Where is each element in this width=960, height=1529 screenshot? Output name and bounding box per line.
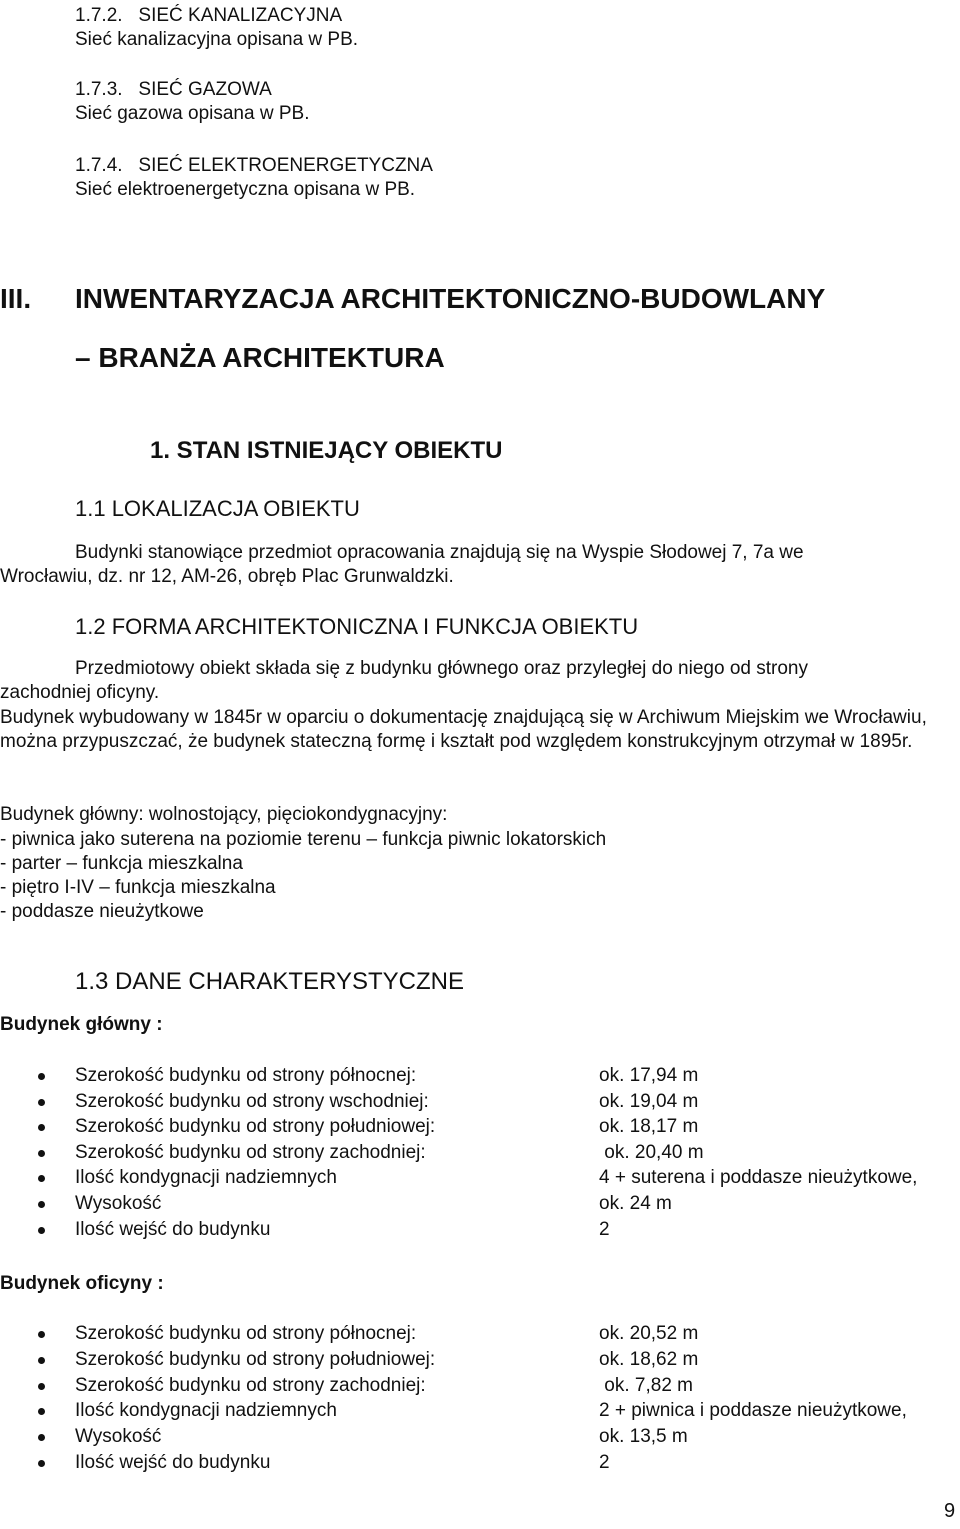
section-1-2-para2: Budynek wybudowany w 1845r w oparciu o dokumentację znajdującą się w Archiwum Miejskim we Wrocławiu, można przypuszczać, że budynek stateczną formę i kształt pod względem konstrukcyjnym otrzymał w 1895r. bbox=[0, 707, 927, 752]
list-item bbox=[0, 1115, 960, 1141]
level-item: - piwnica jako suterena na poziomie terenu – funkcja piwnic lokatorskich bbox=[0, 829, 607, 850]
item-label: Ilość wejść do budynku bbox=[75, 1219, 271, 1240]
section-1-2-para1-line1: Przedmiotowy obiekt składa się z budynku głównego oraz przyległej do niego od strony bbox=[75, 658, 808, 679]
item-value: ok. 19,04 m bbox=[599, 1091, 699, 1112]
list-item bbox=[0, 1090, 960, 1116]
item-label: Ilość kondygnacji nadziemnych bbox=[75, 1400, 337, 1421]
section-1-7-2-heading bbox=[75, 4, 342, 28]
bullet-icon bbox=[38, 1383, 45, 1390]
list-item bbox=[0, 1192, 960, 1218]
section-1-2-para1-line2: zachodniej oficyny. bbox=[0, 682, 160, 703]
item-label: Ilość wejść do budynku bbox=[75, 1452, 271, 1473]
item-label: Szerokość budynku od strony zachodniej: bbox=[75, 1142, 426, 1163]
section-1-1-title: 1.1 LOKALIZACJA OBIEKTU bbox=[75, 496, 360, 521]
bullet-icon bbox=[38, 1408, 45, 1415]
section-1-1-para-line2: Wrocławiu, dz. nr 12, AM-26, obręb Plac Grunwaldzki. bbox=[0, 566, 454, 587]
section-title: SIEĆ KANALIZACYJNA bbox=[138, 5, 343, 26]
chapter-number: III. bbox=[0, 283, 32, 314]
section-1-7-2-text: Sieć kanalizacyjna opisana w PB. bbox=[75, 29, 359, 50]
section-1-7-4-text: Sieć elektroenergetyczna opisana w PB. bbox=[75, 179, 416, 200]
annex-building-label: Budynek oficyny : bbox=[0, 1273, 164, 1294]
bullet-icon bbox=[38, 1331, 45, 1338]
bullet-icon bbox=[38, 1227, 45, 1234]
item-value: ok. 18,62 m bbox=[599, 1349, 699, 1370]
bullet-icon bbox=[38, 1357, 45, 1364]
section-1-2-title: 1.2 FORMA ARCHITEKTONICZNA I FUNKCJA OBIEKTU bbox=[75, 614, 639, 639]
level-item: - piętro I-IV – funkcja mieszkalna bbox=[0, 877, 276, 898]
list-item bbox=[0, 1348, 960, 1374]
bullet-icon bbox=[38, 1434, 45, 1441]
bullet-icon bbox=[38, 1175, 45, 1182]
section-1-7-4-heading bbox=[75, 154, 433, 178]
chapter-title-line1: INWENTARYZACJA ARCHITEKTONICZNO-BUDOWLANY bbox=[75, 283, 826, 314]
chapter-title-line2: – BRANŻA ARCHITEKTURA bbox=[75, 342, 445, 373]
section-number: 1.7.4. bbox=[75, 155, 123, 176]
item-value: ok. 13,5 m bbox=[599, 1426, 688, 1447]
item-value: ok. 20,40 m bbox=[599, 1142, 704, 1163]
item-label: Szerokość budynku od strony północnej: bbox=[75, 1065, 417, 1086]
list-item bbox=[0, 1141, 960, 1167]
level-item: - poddasze nieużytkowe bbox=[0, 901, 204, 922]
item-value: ok. 20,52 m bbox=[599, 1323, 699, 1344]
bullet-icon bbox=[38, 1201, 45, 1208]
bullet-icon bbox=[38, 1073, 45, 1080]
item-value: ok. 17,94 m bbox=[599, 1065, 699, 1086]
item-value: 2 + piwnica i poddasze nieużytkowe, bbox=[599, 1400, 907, 1421]
bullet-icon bbox=[38, 1460, 45, 1467]
item-label: Szerokość budynku od strony północnej: bbox=[75, 1323, 417, 1344]
bullet-icon bbox=[38, 1099, 45, 1106]
main-building-heading: Budynek główny: wolnostojący, pięciokondygnacyjny: bbox=[0, 804, 448, 825]
item-value: ok. 18,17 m bbox=[599, 1116, 699, 1137]
part-1-title: 1. STAN ISTNIEJĄCY OBIEKTU bbox=[150, 437, 503, 464]
item-value: 4 + suterena i poddasze nieużytkowe, bbox=[599, 1167, 918, 1188]
main-building-label: Budynek główny : bbox=[0, 1014, 163, 1035]
item-label: Szerokość budynku od strony wschodniej: bbox=[75, 1091, 429, 1112]
list-item bbox=[0, 1166, 960, 1192]
bullet-icon bbox=[38, 1124, 45, 1131]
level-item: - parter – funkcja mieszkalna bbox=[0, 853, 243, 874]
item-value: 2 bbox=[599, 1452, 610, 1473]
section-1-7-3-text: Sieć gazowa opisana w PB. bbox=[75, 103, 310, 124]
item-label: Szerokość budynku od strony południowej: bbox=[75, 1349, 436, 1370]
item-label: Wysokość bbox=[75, 1426, 162, 1447]
list-item bbox=[0, 1322, 960, 1348]
section-1-7-3-heading bbox=[75, 78, 272, 102]
item-label: Szerokość budynku od strony południowej: bbox=[75, 1116, 436, 1137]
list-item bbox=[0, 1218, 960, 1244]
section-number: 1.7.3. bbox=[75, 79, 123, 100]
section-1-3-title: 1.3 DANE CHARAKTERYSTYCZNE bbox=[75, 968, 464, 995]
item-value: ok. 24 m bbox=[599, 1193, 672, 1214]
page-number: 9 bbox=[944, 1500, 956, 1522]
list-item bbox=[0, 1374, 960, 1400]
item-value: 2 bbox=[599, 1219, 610, 1240]
section-title: SIEĆ GAZOWA bbox=[138, 79, 272, 100]
item-label: Szerokość budynku od strony zachodniej: bbox=[75, 1375, 426, 1396]
list-item bbox=[0, 1399, 960, 1425]
list-item bbox=[0, 1425, 960, 1451]
item-label: Ilość kondygnacji nadziemnych bbox=[75, 1167, 337, 1188]
section-1-1-para-line1: Budynki stanowiące przedmiot opracowania znajdują się na Wyspie Słodowej 7, 7a we bbox=[75, 542, 804, 563]
item-value: ok. 7,82 m bbox=[599, 1375, 693, 1396]
item-label: Wysokość bbox=[75, 1193, 162, 1214]
list-item bbox=[0, 1451, 960, 1477]
section-title: SIEĆ ELEKTROENERGETYCZNA bbox=[138, 155, 433, 176]
list-item bbox=[0, 1064, 960, 1090]
section-number: 1.7.2. bbox=[75, 5, 123, 26]
bullet-icon bbox=[38, 1150, 45, 1157]
